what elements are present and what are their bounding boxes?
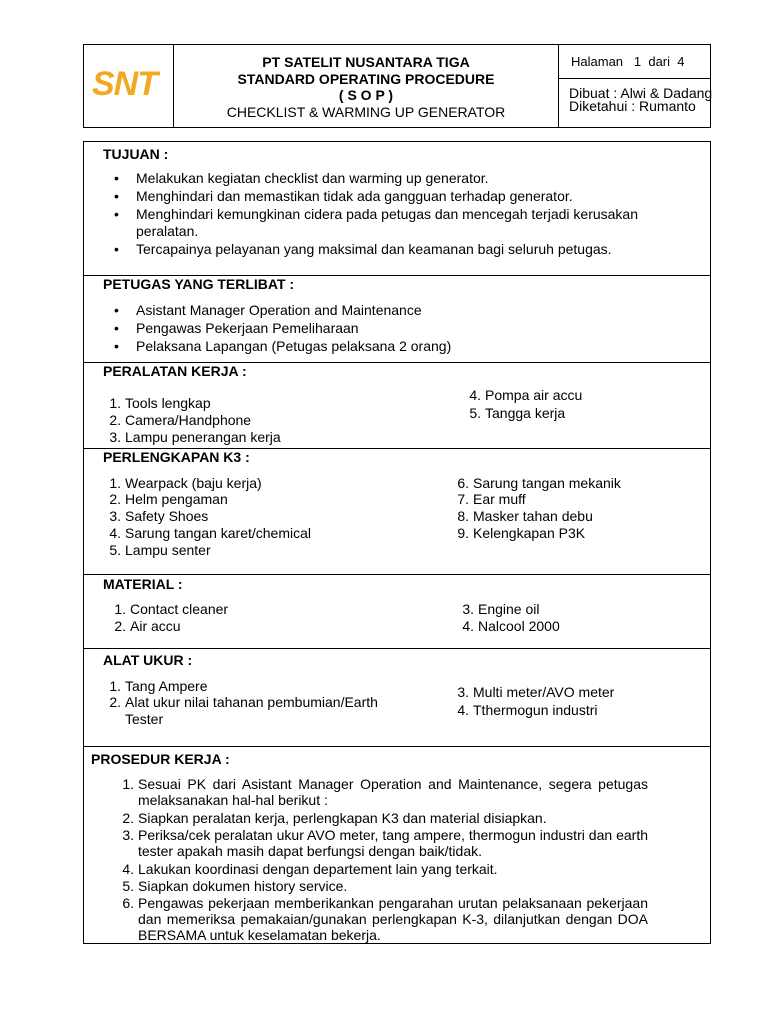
procedure-step: 5. Siapkan dokumen history service. [122, 878, 348, 894]
k3-heading: PERLENGKAPAN K3 : [103, 449, 250, 465]
sop-body-table [83, 141, 711, 944]
list-item: 4. Nalcool 2000 [462, 618, 560, 634]
list-item: 3. Lampu penerangan kerja [109, 429, 281, 445]
list-item: • Tercapainya pelayanan yang maksimal dan keamanan bagi seluruh petugas. [136, 241, 612, 257]
list-item: 1. Tools lengkap [109, 395, 211, 411]
list-item: 2. Alat ukur nilai tahanan pembumian/Earth [109, 694, 378, 710]
list-item: • Menghindari dan memastikan tidak ada gangguan terhadap generator. [136, 188, 573, 204]
header-table [83, 44, 711, 128]
list-item: 3. Multi meter/AVO meter [457, 684, 615, 700]
page-label: Halaman [571, 54, 624, 69]
list-item: • Asistant Manager Operation and Maintenance [136, 302, 422, 318]
doc-abbr: ( S O P ) [338, 87, 394, 103]
doc-type: STANDARD OPERATING PROCEDURE [237, 71, 495, 87]
procedure-step: 3. Periksa/cek peralatan ukur AVO meter, tang ampere, thermogun industri dan earth tester apakah masih dapat berfungsi dengan baik/tidak. [122, 827, 648, 859]
page-total: 4 [677, 54, 685, 69]
list-item: 4. Sarung tangan karet/chemical [109, 525, 311, 541]
list-item: 1. Wearpack (baju kerja) [109, 475, 262, 491]
list-item: • Menghindari kemungkinan cidera pada petugas dan mencegah terjadi kerusakan [136, 206, 638, 222]
list-item: • Pengawas Pekerjaan Pemeliharaan [136, 320, 359, 336]
company-name: PT SATELIT NUSANTARA TIGA [262, 54, 470, 70]
page-number: 1 [633, 54, 642, 69]
procedure-step: 1. Sesuai PK dari Asistant Manager Operation and Maintenance, segera petugas melaksanakan hal-hal berikut : [122, 776, 648, 808]
list-item: 5. Lampu senter [109, 542, 211, 558]
petugas-heading: PETUGAS YANG TERLIBAT : [103, 276, 295, 292]
company-logo: SNT [92, 65, 157, 103]
list-item: 3. Engine oil [462, 601, 540, 617]
list-item: 9. Kelengkapan P3K [457, 525, 586, 541]
list-item: 7. Ear muff [457, 491, 526, 507]
meta-cell [558, 45, 713, 127]
known-by: Diketahui : Rumanto [569, 98, 696, 114]
list-item: 4. Pompa air accu [469, 387, 583, 403]
procedure-step: 4. Lakukan koordinasi dengan departement lain yang terkait. [122, 861, 498, 877]
list-item: 1. Tang Ampere [109, 678, 208, 694]
list-item: 4. Tthermogun industri [457, 702, 598, 718]
list-item-continued: Tester [125, 711, 164, 727]
section-divider [84, 648, 710, 649]
section-divider [84, 746, 710, 747]
list-item: 1. Contact cleaner [114, 601, 229, 617]
section-divider [84, 574, 710, 575]
peralatan-heading: PERALATAN KERJA : [103, 363, 247, 379]
list-item: • Pelaksana Lapangan (Petugas pelaksana 2 orang) [136, 338, 451, 354]
list-item: 3. Safety Shoes [109, 508, 209, 524]
page-of: dari [648, 54, 671, 69]
list-item: 6. Sarung tangan mekanik [457, 475, 621, 491]
list-item: 2. Helm pengaman [109, 491, 228, 507]
list-item-continued: peralatan. [136, 223, 199, 239]
list-item: • Melakukan kegiatan checklist dan warming up generator. [136, 170, 489, 186]
material-heading: MATERIAL : [103, 576, 183, 592]
prosedur-heading: PROSEDUR KERJA : [91, 751, 230, 767]
procedure-step: 6. Pengawas pekerjaan memberikankan pengarahan urutan pelaksanaan pekerjaan dan memeriksa pemakaian/gunakan perlengkapan K-3, dilanjutkan dengan DOA BERSAMA untuk keselamatan bekerja. [122, 895, 648, 943]
list-item: 8. Masker tahan debu [457, 508, 593, 524]
doc-title: CHECKLIST & WARMING UP GENERATOR [226, 104, 506, 120]
made-by: Dibuat : Alwi & Dadang [569, 85, 713, 101]
list-item: 2. Air accu [114, 618, 181, 634]
meta-divider [559, 78, 710, 79]
alat-ukur-heading: ALAT UKUR : [103, 652, 193, 668]
tujuan-heading: TUJUAN : [103, 146, 169, 162]
procedure-step: 2. Siapkan peralatan kerja, perlengkapan K3 dan material disiapkan. [122, 810, 547, 826]
list-item: 5. Tangga kerja [469, 405, 566, 421]
list-item: 2. Camera/Handphone [109, 412, 252, 428]
logo-cell [84, 45, 174, 127]
page-indicator [571, 54, 685, 69]
